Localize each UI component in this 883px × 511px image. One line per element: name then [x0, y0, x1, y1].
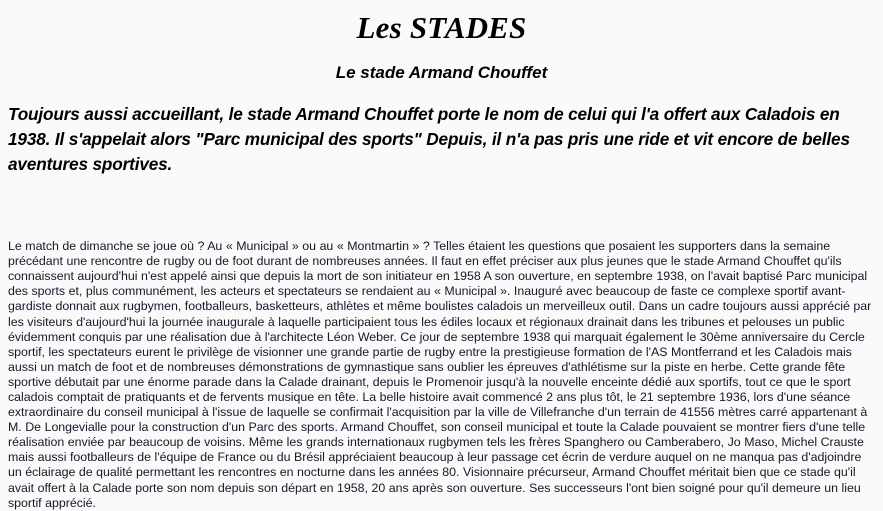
page-title: Les STADES	[356, 10, 527, 45]
lede-paragraph: Toujours aussi accueillant, le stade Armand Chouffet porte le nom de celui qui l'a offert aux Caladois en 1938. Il s'appelait alors "Parc municipal des sports" Depuis, il n'a pas pris une ride et vit encore de belles aventures sportives.	[8, 104, 850, 175]
body-paragraph: Le match de dimanche se joue où ? Au « Municipal » ou au « Montmartin » ? Telles étaient les questions que posaient les supporters dans la semaine précédant une rencontre de rugby ou de foot durant de nombreuses années. Il faut en effet préciser aux plus jeunes que le stade Armand Chouffet qu'ils connaissent aujourd'hui n'est appelé ainsi que depuis la mort de son initiateur en 1958 A son ouverture, en septembre 1938, on l'avait baptisé Parc municipal des sports et, plus communément, les acteurs et spectateurs se rendaient au « Municipal ». Inauguré avec beaucoup de faste ce complexe sportif avant-gardiste donnait aux rugbymen, footballeurs, basketteurs, athlètes et même boulistes caladois un merveilleux outil. Dans un cadre toujours aussi apprécié par les visiteurs d'aujourd'hui la journée inaugurale à laquelle participaient tous les édiles locaux et régionaux drainait dans les tribunes et pelouses un public évidemment conquis par une réalisation due à l'architecte Léon Weber. Ce jour de septembre 1938 qui marquait également le 30ème anniversaire du Cercle sportif, les spectateurs eurent le privilège de visionner une grande partie de rugby entre la prestigieuse formation de l'AS Montferrand et les Caladois mais aussi un match de foot et de nombreuses démonstrations de gymnastique sans oublier les épreuves d'athlétisme sur la piste en herbe. Cette grande fête sportive débutait par une énorme parade dans la Calade drainant, depuis le Promenoir jusqu'à la nouvelle enceinte dédié aux sportifs, tout ce que le sport caladois comptait de pratiquants et de fervents musique en tête. La belle histoire avait commencé 2 ans plus tôt, le 21 septembre 1936, lors d'une séance extraordinaire du conseil municipal à l'issue de laquelle se confirmait l'acquisition par la ville de Villefranche d'un terrain de 41556 mètres carré appartenant à M. De Longevialle pour la construction d'un Parc des sports. Armand Chouffet, son conseil municipal et toute la Calade pouvaient se montrer fiers d'une telle réalisation enviée par beaucoup de voisins. Même les grands internationaux rugbymen tels les frères Spanghero ou Camberabero, Jo Maso, Michel Crauste mais aussi footballeurs de l'équipe de France ou du Brésil appréciaient beaucoup à leur passage cet écrin de verdure auquel on ne manqua pas d'adjoindre un éclairage de qualité permettant les rencontres en nocturne dans les années 80. Visionnaire précurseur, Armand Chouffet méritait bien que ce stade qu'il avait offert à la Calade porte son nom depuis son départ en 1958, 20 ans après son ouverture. Ses successeurs l'ont bien soigné pour qu'il demeure un lieu sportif apprécié.	[8, 239, 872, 510]
section-spacer	[8, 177, 875, 239]
page-subtitle: Le stade Armand Chouffet	[335, 62, 548, 82]
